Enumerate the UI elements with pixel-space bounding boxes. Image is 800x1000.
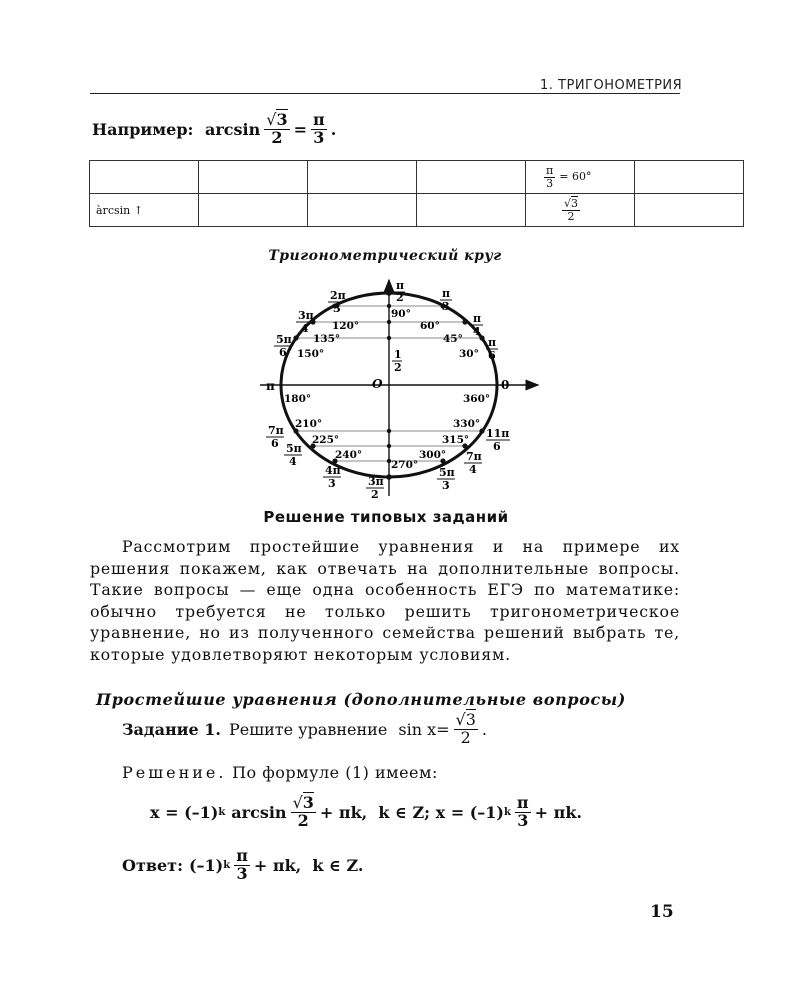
svg-text:6: 6 xyxy=(488,349,496,362)
cell-den: 3 xyxy=(546,176,554,190)
task-1 xyxy=(122,712,487,747)
svg-text:4: 4 xyxy=(289,455,297,468)
label-3pi-2 xyxy=(366,475,384,500)
intro-paragraph: Рассмотрим простейшие уравнения и на примере их решения покажем, как отвечать на дополнительные вопросы. Такие вопросы — еще одна особенность ЕГЭ по математике: обычно требуется не только решить тригонометрическое уравнение, но из полученного семейства решений выбрать те, которые удовлетворяют некоторым условиям. xyxy=(90,537,680,664)
cell-sqrt-arg: 3 xyxy=(571,196,579,210)
running-header: 1. ТРИГОНОМЕТРИЯ xyxy=(540,78,683,93)
example-line xyxy=(92,112,336,147)
solution-formula xyxy=(150,795,582,830)
svg-text:5π: 5π xyxy=(276,333,292,346)
svg-text:π: π xyxy=(473,312,482,325)
label-3pi-4 xyxy=(296,309,314,335)
example-sqrt-arg: 3 xyxy=(276,110,288,129)
svg-text:3π: 3π xyxy=(368,475,384,488)
deg-360: 360° xyxy=(463,393,491,405)
table-row xyxy=(90,194,744,227)
formula-den: 2 xyxy=(297,810,309,830)
example-label: Например: xyxy=(92,119,194,139)
table-cell xyxy=(417,161,526,194)
example-den: 2 xyxy=(271,127,283,147)
svg-text:7π: 7π xyxy=(466,450,482,463)
svg-text:5π: 5π xyxy=(286,442,302,455)
label-one-half xyxy=(392,348,402,374)
svg-text:5π: 5π xyxy=(439,466,455,479)
svg-text:3: 3 xyxy=(442,300,450,313)
cell-den: 2 xyxy=(567,209,575,223)
label-pi: π xyxy=(266,379,275,393)
svg-text:6: 6 xyxy=(493,440,501,453)
deg-60: 60° xyxy=(420,320,440,332)
solution-label: Решение. xyxy=(122,763,227,782)
svg-text:6: 6 xyxy=(271,437,279,450)
origin-label: O xyxy=(372,377,383,391)
label-7pi-4 xyxy=(464,450,482,476)
formula-part2: + πk, k ∈ Z; x = (–1) xyxy=(319,802,504,822)
answer-den: 3 xyxy=(236,863,248,883)
deg-135: 135° xyxy=(313,333,341,345)
svg-text:2: 2 xyxy=(371,488,379,500)
table-cell xyxy=(526,161,635,194)
deg-45: 45° xyxy=(443,333,463,345)
table-cell xyxy=(635,161,744,194)
deg-270: 270° xyxy=(391,459,419,471)
trig-circle-diagram xyxy=(260,278,550,500)
deg-240: 240° xyxy=(335,449,363,461)
subsection-title: Простейшие уравнения (дополнительные вопросы) xyxy=(96,690,626,709)
svg-text:1: 1 xyxy=(394,348,402,361)
formula-num2: π xyxy=(516,793,529,812)
svg-text:3: 3 xyxy=(328,477,336,490)
table-cell xyxy=(90,194,199,227)
deg-120: 120° xyxy=(332,320,360,332)
cell-text: = 60° xyxy=(559,170,592,183)
svg-text:4: 4 xyxy=(469,463,477,476)
table-row xyxy=(90,161,744,194)
header-rule xyxy=(90,93,680,94)
formula-func: arcsin xyxy=(231,802,287,822)
svg-text:2: 2 xyxy=(394,361,402,374)
svg-text:3π: 3π xyxy=(298,309,314,322)
table-cell xyxy=(417,194,526,227)
deg-30: 30° xyxy=(459,348,479,360)
radian-labels xyxy=(266,279,510,500)
answer-exp: k xyxy=(223,859,231,871)
solution-line xyxy=(122,763,438,782)
table-cell xyxy=(308,194,417,227)
formula-sqrt-arg: 3 xyxy=(302,793,314,812)
svg-text:3: 3 xyxy=(442,479,450,492)
values-table xyxy=(89,160,744,227)
answer-part1: (–1) xyxy=(188,855,224,875)
label-5pi-4 xyxy=(284,442,302,468)
section-title: Решение типовых заданий xyxy=(263,508,509,526)
task-lhs: sin x= xyxy=(398,719,450,739)
deg-225: 225° xyxy=(312,434,340,446)
deg-90: 90° xyxy=(391,308,411,320)
svg-text:2: 2 xyxy=(396,291,404,304)
label-7pi-6 xyxy=(266,424,284,450)
svg-text:π: π xyxy=(396,279,405,292)
answer-num: π xyxy=(236,846,248,865)
cell-num: π xyxy=(546,163,554,177)
task-den: 2 xyxy=(460,727,471,747)
deg-180: 180° xyxy=(284,393,312,405)
table-cell: $\frac{√3}{2}$ xyxy=(526,194,635,227)
table-cell xyxy=(90,161,199,194)
example-equals: = xyxy=(293,119,308,139)
task-fraction: $\frac{√3}{2}$ xyxy=(455,710,476,747)
label-4pi-3 xyxy=(323,464,341,490)
task-end: . xyxy=(481,719,488,739)
circle-title: Тригонометрический круг xyxy=(268,248,502,264)
svg-text:3: 3 xyxy=(333,302,341,315)
formula-part3: + πk. xyxy=(534,802,582,822)
example-result-den: 3 xyxy=(313,127,325,147)
label-zero: 0 xyxy=(501,378,510,392)
svg-text:π: π xyxy=(488,336,497,349)
task-label: Задание 1. xyxy=(122,719,221,739)
answer-part2: + πk, k ∈ Z. xyxy=(253,855,364,875)
solution-text: По формуле (1) имеем: xyxy=(232,763,438,782)
svg-text:π: π xyxy=(442,287,451,300)
label-11pi-6 xyxy=(486,427,510,453)
deg-150: 150° xyxy=(297,348,325,360)
label-2pi-3 xyxy=(328,289,346,315)
example-fraction: $\frac{√3}{2}$ xyxy=(266,110,288,147)
formula-fraction-2 xyxy=(515,795,531,830)
deg-300: 300° xyxy=(419,449,447,461)
table-cell xyxy=(635,194,744,227)
formula-exp: k xyxy=(218,806,226,818)
answer-line xyxy=(122,848,363,883)
svg-text:4: 4 xyxy=(301,322,309,335)
label-pi-6 xyxy=(486,336,498,362)
table-cell xyxy=(199,194,308,227)
label-5pi-3 xyxy=(437,466,455,492)
svg-text:2π: 2π xyxy=(330,289,346,302)
table-cell xyxy=(199,161,308,194)
page-number: 15 xyxy=(650,902,674,922)
example-end: . xyxy=(330,119,337,139)
arcsin-arrow-label: àrcsin ↑ xyxy=(96,203,143,217)
svg-text:4π: 4π xyxy=(325,464,341,477)
example-func: arcsin xyxy=(205,119,261,139)
svg-text:7π: 7π xyxy=(268,424,284,437)
example-result-num: π xyxy=(313,110,325,129)
deg-330: 330° xyxy=(453,418,481,430)
label-5pi-6 xyxy=(274,333,292,359)
task-text: Решите уравнение xyxy=(228,719,388,739)
task-sqrt-arg: 3 xyxy=(465,710,476,729)
svg-text:6: 6 xyxy=(279,346,287,359)
answer-label: Ответ: xyxy=(122,855,183,875)
svg-text:4: 4 xyxy=(473,325,481,338)
answer-fraction xyxy=(234,848,250,883)
formula-fraction: $\frac{√3}{2}$ xyxy=(292,793,314,830)
label-pi-4 xyxy=(471,312,483,338)
formula-exp2: k xyxy=(503,806,511,818)
deg-210: 210° xyxy=(295,418,323,430)
svg-text:11π: 11π xyxy=(486,427,510,440)
label-pi-2 xyxy=(394,279,405,304)
table-cell xyxy=(308,161,417,194)
formula-den2: 3 xyxy=(517,810,529,830)
formula-part1: x = (–1) xyxy=(150,802,219,822)
deg-315: 315° xyxy=(442,434,470,446)
example-result xyxy=(311,112,327,147)
